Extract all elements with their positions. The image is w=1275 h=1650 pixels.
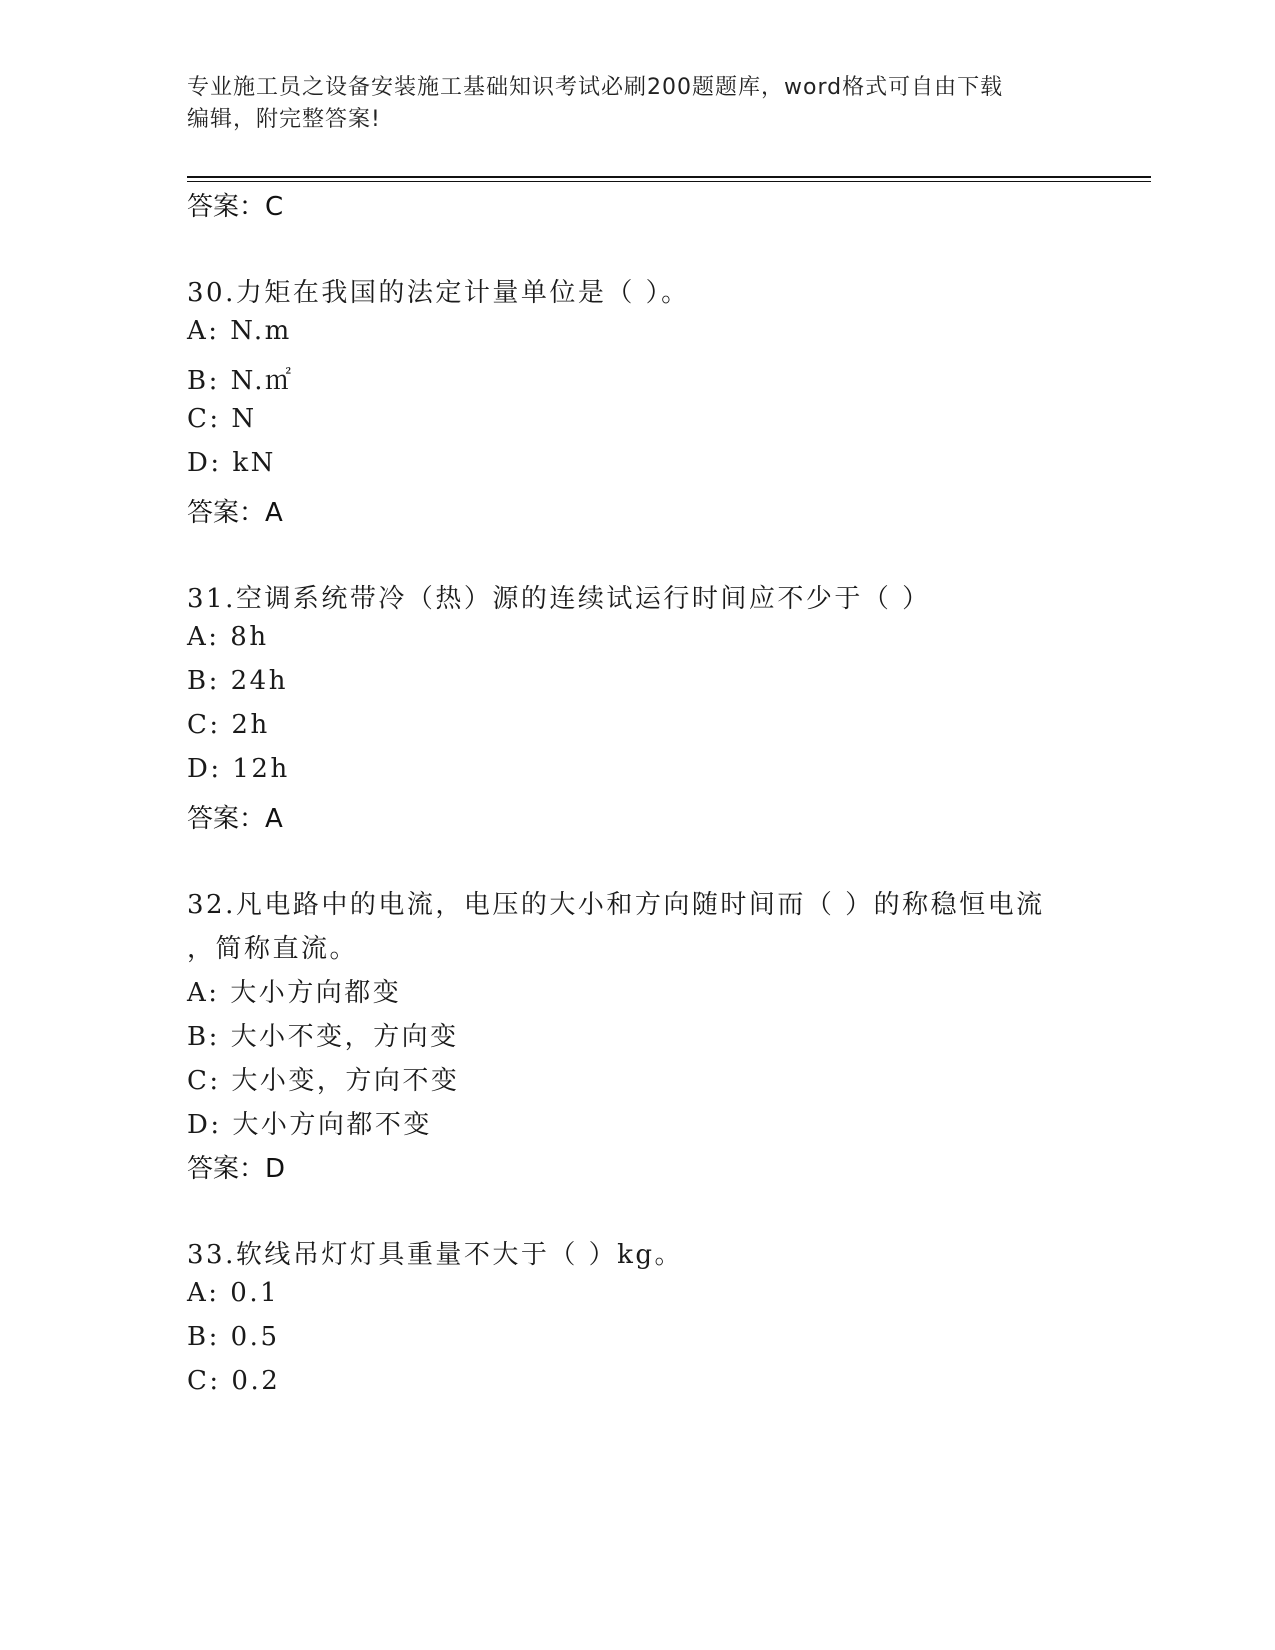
question-32-stem-line-1: 32.凡电路中的电流，电压的大小和方向随时间而（ ）的称稳恒电流 — [187, 890, 1045, 920]
question-30-option-c: C: N — [187, 404, 257, 434]
question-32-option-b: B: 大小不变，方向变 — [187, 1022, 459, 1052]
question-30-option-d: D: kN — [187, 448, 276, 478]
question-31-option-a: A: 8h — [187, 622, 269, 652]
question-31-option-c: C: 2h — [187, 710, 270, 740]
question-30-answer: 答案：A — [187, 498, 283, 528]
question-32-option-a: A: 大小方向都变 — [187, 978, 402, 1008]
question-30-stem: 30.力矩在我国的法定计量单位是（ ）。 — [187, 278, 690, 308]
header-line-1: 专业施工员之设备安装施工基础知识考试必刷200题题库，word格式可自由下载 — [187, 75, 1004, 100]
header-line-2: 编辑，附完整答案! — [187, 107, 381, 132]
question-33-option-b: B: 0.5 — [187, 1322, 280, 1352]
question-31-option-d: D: 12h — [187, 754, 290, 784]
question-32-option-d: D: 大小方向都不变 — [187, 1110, 432, 1140]
question-32-answer: 答案：D — [187, 1154, 286, 1184]
question-33-option-a: A: 0.1 — [187, 1278, 280, 1308]
document-header — [187, 72, 1067, 136]
header-divider-thick — [187, 176, 1151, 178]
previous-answer: 答案：C — [187, 192, 284, 222]
question-33-option-c: C: 0.2 — [187, 1366, 281, 1396]
question-32-option-c: C: 大小变，方向不变 — [187, 1066, 460, 1096]
question-30-option-a: A: N.m — [187, 316, 292, 346]
header-divider-thin — [187, 181, 1151, 182]
question-31-answer: 答案：A — [187, 804, 283, 834]
question-30-option-b: B: N.㎡ — [187, 366, 294, 396]
question-31-stem: 31.空调系统带冷（热）源的连续试运行时间应不少于（ ） — [187, 584, 931, 614]
question-31-option-b: B: 24h — [187, 666, 288, 696]
question-33-stem: 33.软线吊灯灯具重量不大于（ ）kg。 — [187, 1240, 684, 1270]
question-32-stem-line-2: ，简称直流。 — [187, 934, 359, 964]
